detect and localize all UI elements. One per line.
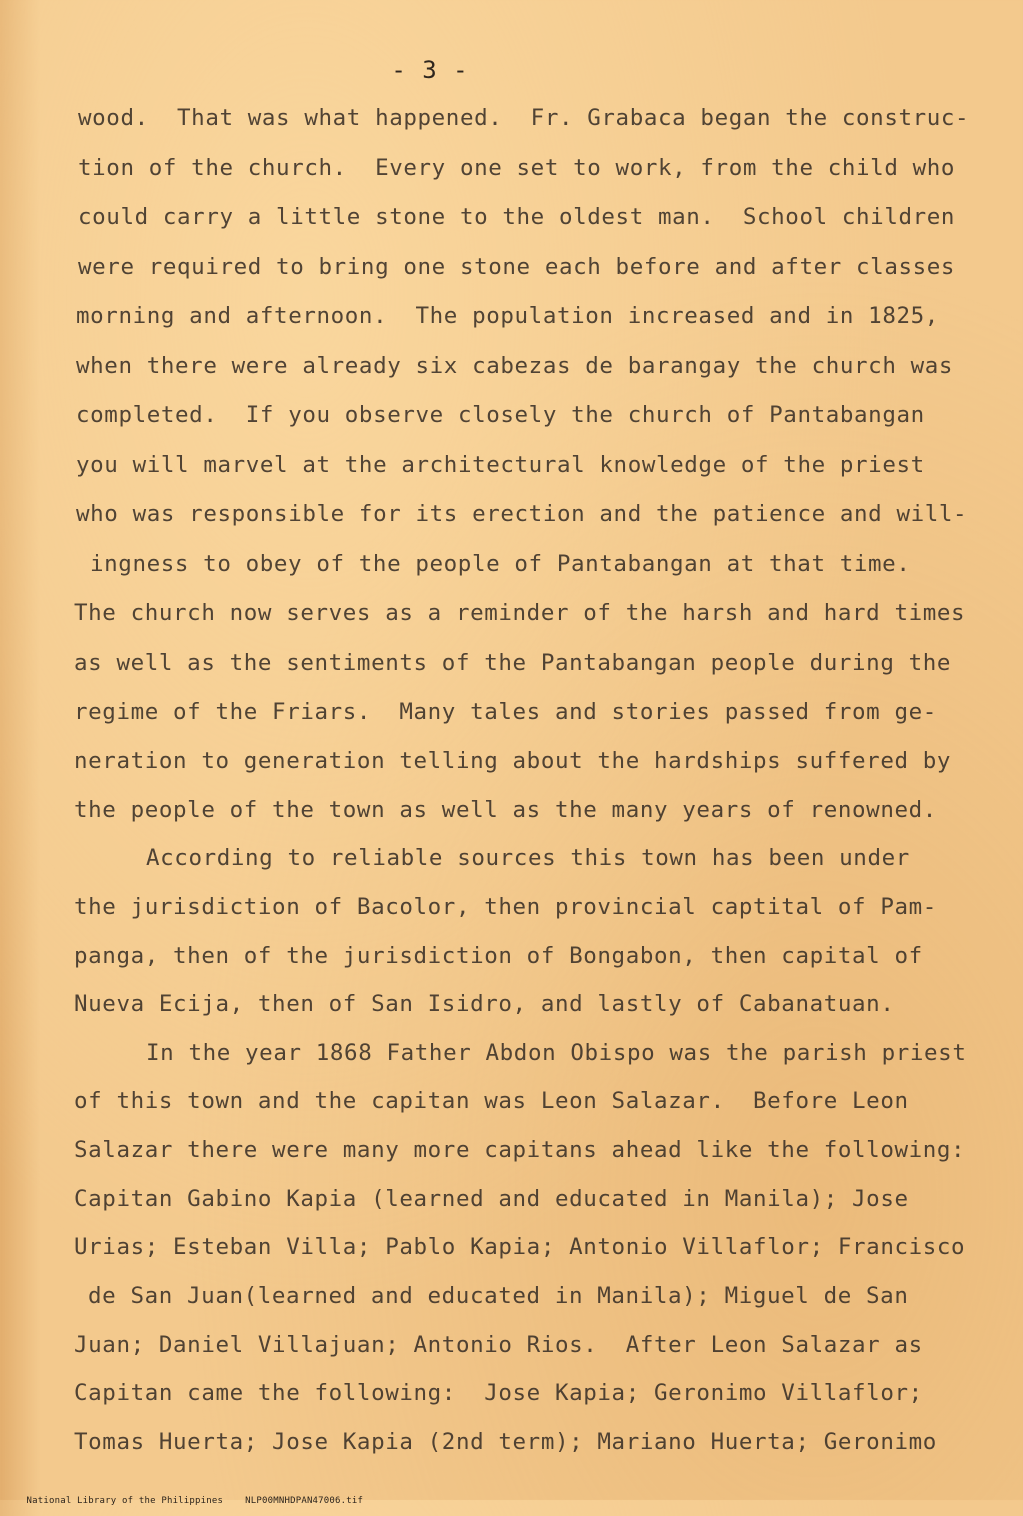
text-line: Juan; Daniel Villajuan; Antonio Rios. After Leon Salazar as bbox=[74, 1332, 923, 1358]
text-line: tion of the church. Every one set to work, from the child who bbox=[78, 155, 956, 181]
text-line: Capitan Gabino Kapia (learned and educated in Manila); Jose bbox=[74, 1186, 909, 1212]
text-line: ingness to obey of the people of Pantabangan at that time. bbox=[90, 551, 911, 577]
text-line: of this town and the capitan was Leon Salazar. Before Leon bbox=[74, 1088, 909, 1114]
text-line: the jurisdiction of Bacolor, then provincial captital of Pam- bbox=[74, 894, 937, 920]
text-line: The church now serves as a reminder of the harsh and hard times bbox=[74, 600, 966, 626]
text-line: completed. If you observe closely the church of Pantabangan bbox=[76, 402, 925, 428]
text-line: Nueva Ecija, then of San Isidro, and lastly of Cabanatuan. bbox=[74, 991, 895, 1017]
text-line: regime of the Friars. Many tales and stories passed from ge- bbox=[74, 699, 937, 725]
library-credit: National Library of the Philippines bbox=[26, 1496, 224, 1506]
text-line: Capitan came the following: Jose Kapia; Geronimo Villaflor; bbox=[74, 1380, 923, 1406]
page-number: - 3 - bbox=[391, 56, 469, 84]
scan-footer bbox=[4, 1486, 385, 1516]
text-line: According to reliable sources this town has been under bbox=[146, 845, 910, 871]
scan-filename: NLP00MNHDPAN47006.tif bbox=[245, 1496, 364, 1506]
text-line: could carry a little stone to the oldest man. School children bbox=[78, 204, 956, 230]
text-line: wood. That was what happened. Fr. Grabaca began the construc- bbox=[78, 105, 970, 131]
text-line: Salazar there were many more capitans ahead like the following: bbox=[74, 1137, 966, 1163]
text-line: Tomas Huerta; Jose Kapia (2nd term); Mariano Huerta; Geronimo bbox=[74, 1429, 937, 1455]
text-line: as well as the sentiments of the Pantabangan people during the bbox=[74, 650, 952, 676]
text-line: the people of the town as well as the many years of renowned. bbox=[74, 797, 937, 823]
text-line: you will marvel at the architectural knowledge of the priest bbox=[76, 452, 925, 478]
text-line: morning and afternoon. The population increased and in 1825, bbox=[76, 303, 939, 329]
text-line: neration to generation telling about the hardships suffered by bbox=[74, 748, 952, 774]
text-line: In the year 1868 Father Abdon Obispo was the parish priest bbox=[146, 1040, 967, 1066]
text-line: were required to bring one stone each before and after classes bbox=[78, 254, 956, 280]
text-line: de San Juan(learned and educated in Manila); Miguel de San bbox=[88, 1283, 909, 1309]
text-line: when there were already six cabezas de barangay the church was bbox=[76, 353, 954, 379]
text-line: Urias; Esteban Villa; Pablo Kapia; Antonio Villaflor; Francisco bbox=[74, 1234, 966, 1260]
text-line: panga, then of the jurisdiction of Bongabon, then capital of bbox=[74, 943, 923, 969]
text-line: who was responsible for its erection and the patience and will- bbox=[76, 501, 968, 527]
